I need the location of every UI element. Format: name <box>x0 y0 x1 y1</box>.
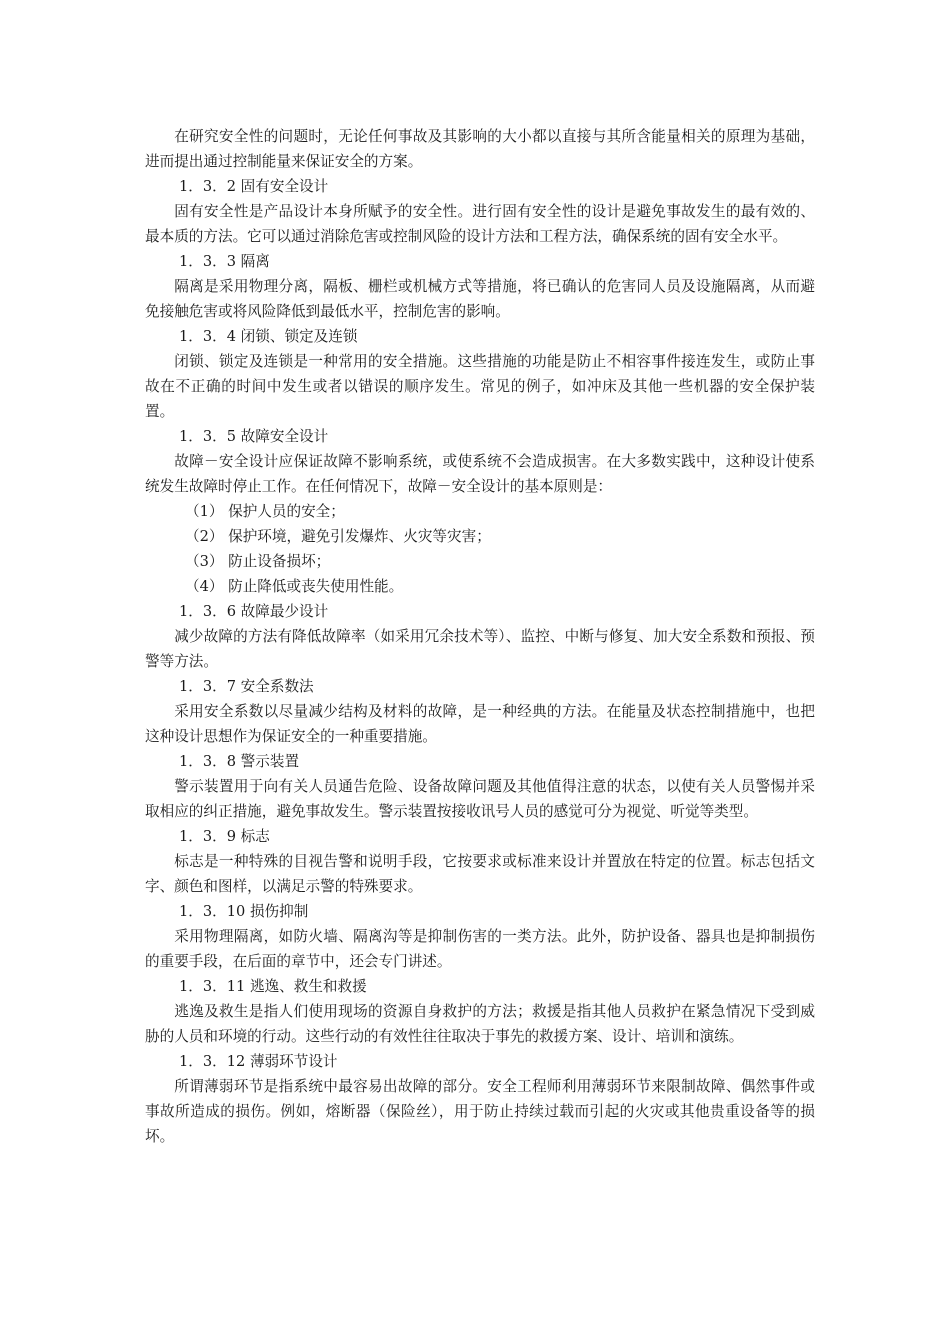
heading-min-failure: 1．3．6 故障最少设计 <box>179 603 329 620</box>
list-item-2: （2） 保护环境，避免引发爆炸、火灾等灾害； <box>185 528 491 545</box>
paragraph-weak-link: 所谓薄弱环节是指系统中最容易出故障的部分。安全工程师利用薄弱环节来限制故障、偶然事件或事故所造成的损伤。例如，熔断器（保险丝），用于防止持续过载而引起的火灾或其他贵重设备等的损坏。 <box>145 1078 815 1145</box>
paragraph-safety-factor: 采用安全系数以尽量减少结构及材料的故障，是一种经典的方法。在能量及状态控制措施中，也把这种设计思想作为保证安全的一种重要措施。 <box>145 703 815 745</box>
paragraph-damage-suppression: 采用物理隔离，如防火墙、隔离沟等是抑制伤害的一类方法。此外，防护设备、器具也是抑制损伤的重要手段，在后面的章节中，还会专门讲述。 <box>145 928 815 970</box>
list-item-4: （4） 防止降低或丧失使用性能。 <box>185 578 404 595</box>
paragraph-escape-rescue: 逃逸及救生是指人们使用现场的资源自身救护的方法；救援是指其他人员救护在紧急情况下受到威胁的人员和环境的行动。这些行动的有效性往往取决于事先的救援方案、设计、培训和演练。 <box>145 1003 815 1045</box>
paragraph-warning-device: 警示装置用于向有关人员通告危险、设备故障问题及其他值得注意的状态，以使有关人员警惕并采取相应的纠正措施，避免事故发生。警示装置按接收讯号人员的感觉可分为视觉、听觉等类型。 <box>145 778 815 820</box>
heading-isolation: 1．3．3 隔离 <box>179 253 270 270</box>
heading-damage-suppression: 1．3．10 损伤抑制 <box>179 903 309 920</box>
heading-signs: 1．3．9 标志 <box>179 828 270 845</box>
heading-escape-rescue: 1．3．11 逃逸、救生和救援 <box>179 978 367 995</box>
heading-weak-link: 1．3．12 薄弱环节设计 <box>179 1053 338 1070</box>
paragraph-isolation: 隔离是采用物理分离，隔板、栅栏或机械方式等措施，将已确认的危害同人员及设施隔离，从而避免接触危害或将风险降低到最低水平，控制危害的影响。 <box>145 278 815 320</box>
paragraph-energy-control: 在研究安全性的问题时，无论任何事故及其影响的大小都以直接与其所含能量相关的原理为基础，进而提出通过控制能量来保证安全的方案。 <box>145 128 815 170</box>
heading-inherent-safety: 1．3．2 固有安全设计 <box>179 178 329 195</box>
list-item-3: （3） 防止设备损坏； <box>185 553 331 570</box>
paragraph-interlock: 闭锁、锁定及连锁是一种常用的安全措施。这些措施的功能是防止不相容事件接连发生，或防止事故在不正确的时间中发生或者以错误的顺序发生。常见的例子，如冲床及其他一些机器的安全保护装置。 <box>145 353 815 420</box>
heading-interlock: 1．3．4 闭锁、锁定及连锁 <box>179 328 358 345</box>
paragraph-fail-safe: 故障－安全设计应保证故障不影响系统，或使系统不会造成损害。在大多数实践中，这种设计使系统发生故障时停止工作。在任何情况下，故障－安全设计的基本原则是： <box>145 453 815 495</box>
paragraph-min-failure: 减少故障的方法有降低故障率（如采用冗余技术等）、监控、中断与修复、加大安全系数和预报、预警等方法。 <box>145 628 815 670</box>
heading-fail-safe: 1．3．5 故障安全设计 <box>179 428 329 445</box>
heading-safety-factor: 1．3．7 安全系数法 <box>179 678 314 695</box>
paragraph-inherent-safety: 固有安全性是产品设计本身所赋予的安全性。进行固有安全性的设计是避免事故发生的最有效的、最本质的方法。它可以通过消除危害或控制风险的设计方法和工程方法，确保系统的固有安全水平。 <box>145 203 815 245</box>
list-item-1: （1） 保护人员的安全； <box>185 503 345 520</box>
paragraph-signs: 标志是一种特殊的目视告警和说明手段，它按要求或标准来设计并置放在特定的位置。标志包括文字、颜色和图样，以满足示警的特殊要求。 <box>145 853 815 895</box>
heading-warning-device: 1．3．8 警示装置 <box>179 753 300 770</box>
document-body <box>145 124 815 1149</box>
